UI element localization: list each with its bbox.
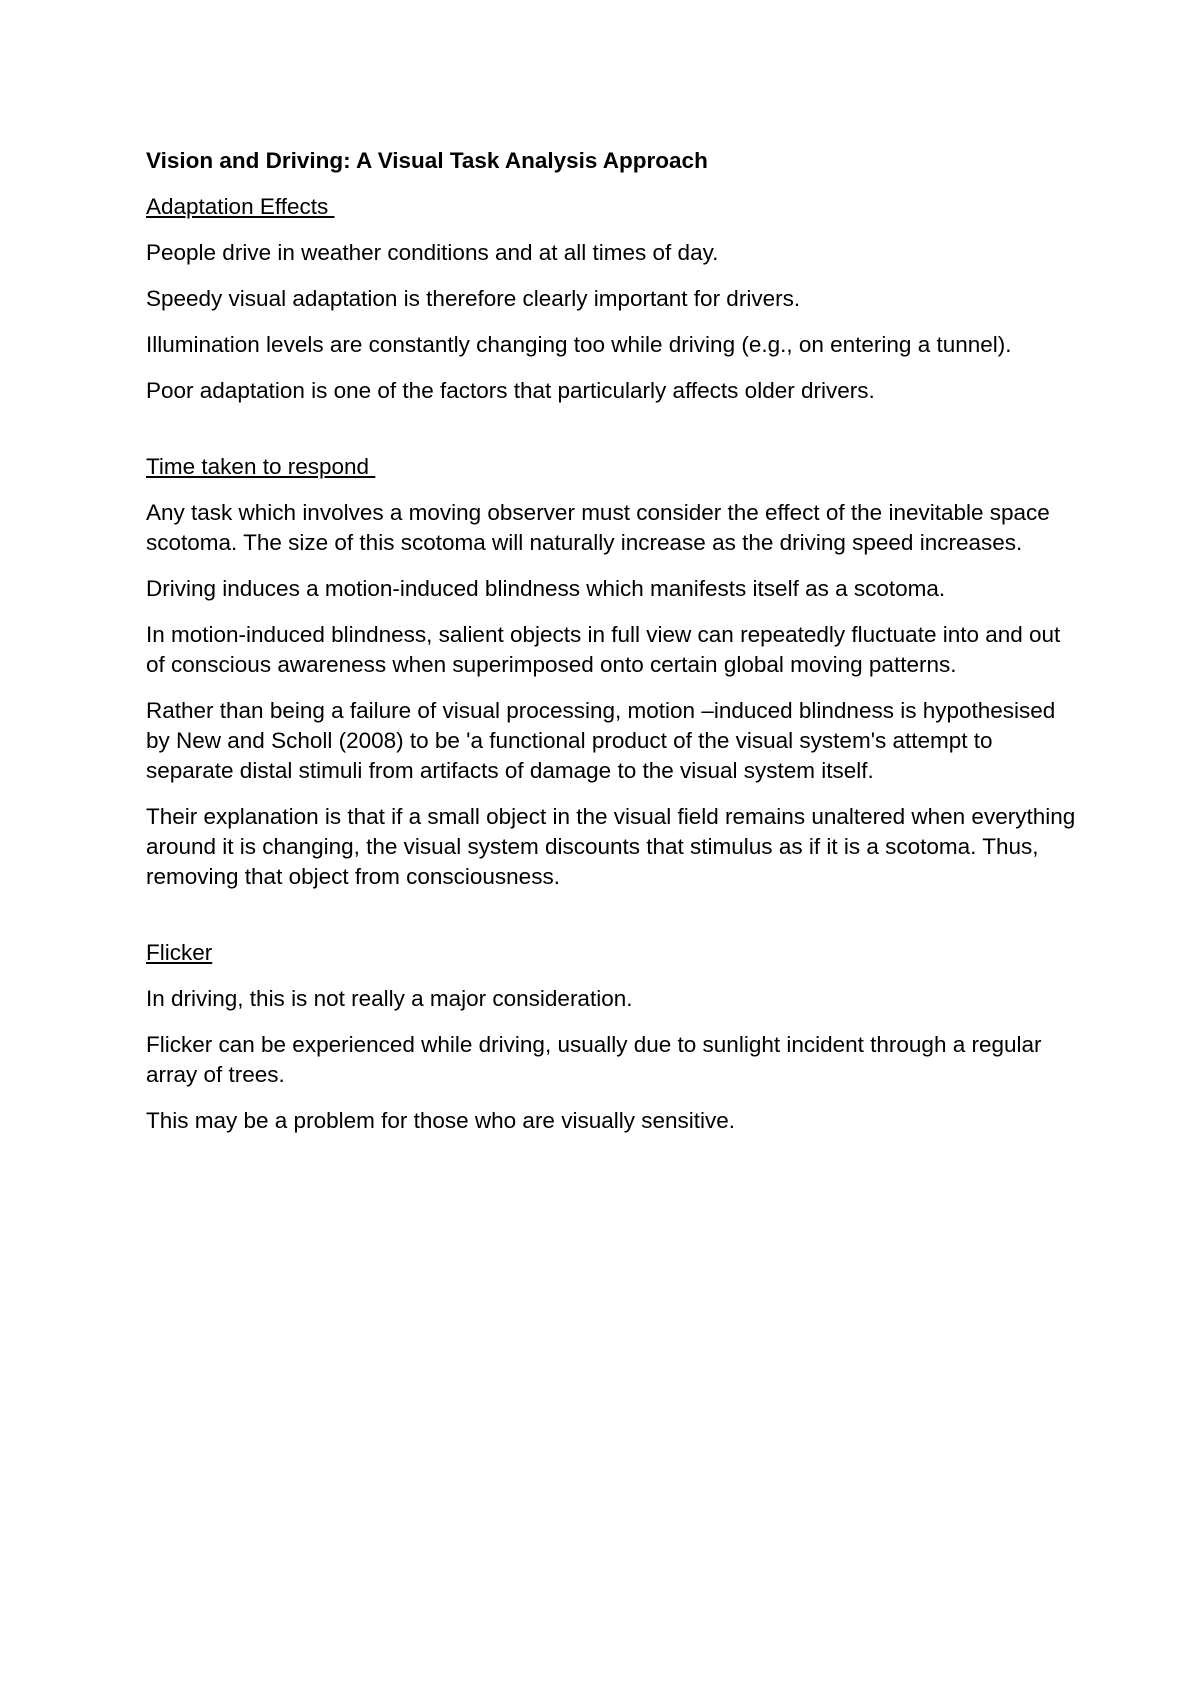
paragraph: Rather than being a failure of visual processing, motion –induced blindness is hypothesised by New and Scholl (2008) to be 'a functional product of the visual system's attempt to separate distal stimuli from artifacts of damage to the visual system itself. — [146, 698, 1056, 783]
paragraph: Poor adaptation is one of the factors that particularly affects older drivers. — [146, 378, 875, 403]
paragraph: In driving, this is not really a major consideration. — [146, 986, 633, 1011]
paragraph: In motion-induced blindness, salient objects in full view can repeatedly fluctuate into and out of conscious awareness when superimposed onto certain global moving patterns. — [146, 622, 1061, 677]
section-heading-adaptation-effects: Adaptation Effects — [146, 194, 335, 219]
document-body — [146, 146, 1076, 1152]
paragraph: Speedy visual adaptation is therefore clearly important for drivers. — [146, 286, 801, 311]
paragraph: Their explanation is that if a small object in the visual field remains unaltered when everything around it is changing, the visual system discounts that stimulus as if it is a scotoma. Thus, removing that object from consciousness. — [146, 804, 1076, 889]
section-heading-time-taken-to-respond: Time taken to respond — [146, 454, 376, 479]
paragraph: This may be a problem for those who are visually sensitive. — [146, 1108, 736, 1133]
paragraph: People drive in weather conditions and at all times of day. — [146, 240, 719, 265]
paragraph: Flicker can be experienced while driving, usually due to sunlight incident through a regular array of trees. — [146, 1032, 1042, 1087]
paragraph: Any task which involves a moving observer must consider the effect of the inevitable space scotoma. The size of this scotoma will naturally increase as the driving speed increases. — [146, 500, 1050, 555]
section-spacer — [146, 422, 1076, 452]
section-heading-flicker: Flicker — [146, 940, 213, 965]
paragraph: Illumination levels are constantly changing too while driving (e.g., on entering a tunnel). — [146, 332, 1012, 357]
section-spacer — [146, 908, 1076, 938]
document-title: Vision and Driving: A Visual Task Analysis Approach — [146, 148, 708, 173]
paragraph: Driving induces a motion-induced blindness which manifests itself as a scotoma. — [146, 576, 946, 601]
